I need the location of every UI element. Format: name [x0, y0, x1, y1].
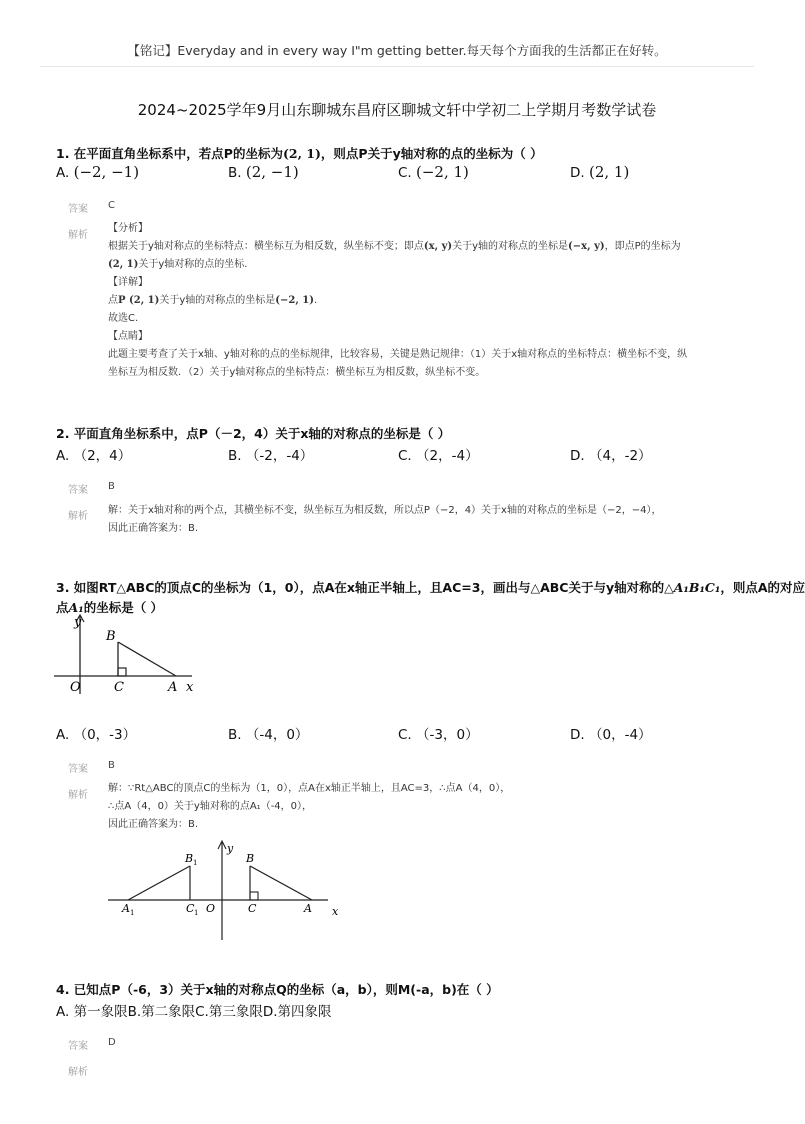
label-b1-sub: 1 — [193, 859, 198, 867]
q1-answer-label: 答案 — [68, 204, 88, 215]
label-c1-sub: 1 — [194, 909, 199, 917]
q3-answer-label: 答案 — [68, 764, 88, 775]
q2-option-d[interactable]: D. （4，-2） — [570, 448, 652, 464]
q4-analysis-label: 解析 — [68, 1067, 88, 1078]
q3-explanation: 解：∵Rt△ABC的顶点C的坐标为（1，0），点A在x轴正半轴上，且AC=3，∴点A（4，0）， ∴点A（4，0）关于y轴对称的点A₁（-4，0）， 因此正确答案为：B. — [108, 783, 511, 830]
q1-stem: 1. 在平面直角坐标系中，若点P的坐标为(2, 1)，则点P关于y轴对称的点的坐标为（ ） — [56, 146, 543, 161]
q2-explanation: 解：关于x轴对称的两个点，其横坐标不变，纵坐标互为相反数，所以点P（−2，4）关于x轴的对称点的坐标是（−2，−4）， 因此正确答案为：B. — [108, 505, 662, 534]
q2-option-b[interactable]: B. （-2，-4） — [228, 448, 314, 464]
q1-answer: C — [108, 200, 115, 211]
label-y: y — [74, 615, 82, 630]
label-o: O — [70, 680, 81, 695]
q3-analysis-label: 解析 — [68, 790, 88, 801]
q2-answer-label: 答案 — [68, 485, 88, 496]
q3-option-a[interactable]: A. （0，-3） — [56, 727, 137, 743]
right-angle-mark — [118, 668, 126, 676]
q1-option-b[interactable]: B. (2, −1) — [228, 163, 299, 181]
label-o: O — [206, 902, 216, 915]
q1-option-d[interactable]: D. (2, 1) — [570, 163, 630, 181]
label-c1: C — [186, 902, 195, 915]
q3-figure — [50, 612, 200, 696]
q4-answer-label: 答案 — [68, 1041, 88, 1052]
q2-analysis-label: 解析 — [68, 511, 88, 522]
label-a: A — [168, 680, 178, 695]
label-y: y — [227, 842, 234, 855]
label-c: C — [248, 902, 257, 915]
label-a1-sub: 1 — [130, 909, 135, 917]
header-divider — [40, 66, 754, 67]
q3-answer: B — [108, 760, 115, 771]
q4-stem: 4. 已知点P（-6，3）关于x轴的对称点Q的坐标（a，b），则M(-a，b)在（ ） — [56, 982, 499, 997]
q3-stem-line1: 3. 如图RT△ABC的顶点C的坐标为（1，0），点A在x轴正半轴上，且AC=3，画出与△ABC关于与y轴对称的△A₁B₁C₁，则点A的对应 — [56, 580, 805, 595]
q1-option-a[interactable]: A. (−2, −1) — [56, 163, 140, 181]
q3-option-b[interactable]: B. （-4，0） — [228, 727, 309, 743]
label-x: x — [186, 680, 194, 695]
q4-answer: D — [108, 1037, 116, 1048]
label-x: x — [332, 905, 339, 918]
side-ba — [118, 642, 176, 676]
side-ba — [250, 866, 312, 900]
q3-option-c[interactable]: C. （-3，0） — [398, 727, 479, 743]
q1-analysis-label: 解析 — [68, 230, 88, 241]
q3-option-d[interactable]: D. （0，-4） — [570, 727, 652, 743]
q3-stem-line2: 点A₁的坐标是（ ） — [56, 600, 164, 615]
q2-answer: B — [108, 481, 115, 492]
q2-option-c[interactable]: C. （2，-4） — [398, 448, 479, 464]
q2-stem: 2. 平面直角坐标系中，点P（－2，4）关于x轴的对称点的坐标是（ ） — [56, 426, 451, 441]
label-a: A — [304, 902, 312, 915]
page-title: 2024~2025学年9月山东聊城东昌府区聊城文轩中学初二上学期月考数学试卷 — [137, 101, 657, 119]
label-c: C — [114, 680, 124, 695]
motto-banner: 【铭记】Everyday and in every way I"m getting better.每天每个方面我的生活都正在好转。 — [127, 43, 667, 58]
q2-option-a[interactable]: A. （2，4） — [56, 448, 132, 464]
q3-solution-figure — [100, 838, 350, 942]
q1-option-c[interactable]: C. (−2, 1) — [398, 163, 469, 181]
right-angle-mark — [250, 892, 258, 900]
q4-options[interactable]: A. 第一象限B.第二象限C.第三象限D.第四象限 — [56, 1004, 332, 1020]
label-a1: A — [122, 902, 130, 915]
q1-explanation: 【分析】 根据关于y轴对称点的坐标特点：横坐标互为相反数，纵坐标不变；即点(x, y)关于y轴的对称点的坐标是(−x, y)，即点P的坐标为 (2, 1)关于y轴对称的点的坐标. 【详解】 点P (2, 1)关于y轴的对称点的坐标是(−2, 1). 故选C. 【点睛】 此题主要考查了关于x轴、y轴对称的点的坐标规律，比较容易，关键是熟记规律：（1）关于x轴对称点的坐标特点：横坐标不变，纵 坐标互为相反数．（2）关于y轴对称点的坐标特点：横坐标互为相反数，纵坐标不变。 — [108, 223, 688, 378]
label-b: B — [106, 629, 116, 644]
label-b1: B — [185, 852, 194, 865]
label-b: B — [246, 852, 255, 865]
side-b1a1 — [128, 866, 190, 900]
